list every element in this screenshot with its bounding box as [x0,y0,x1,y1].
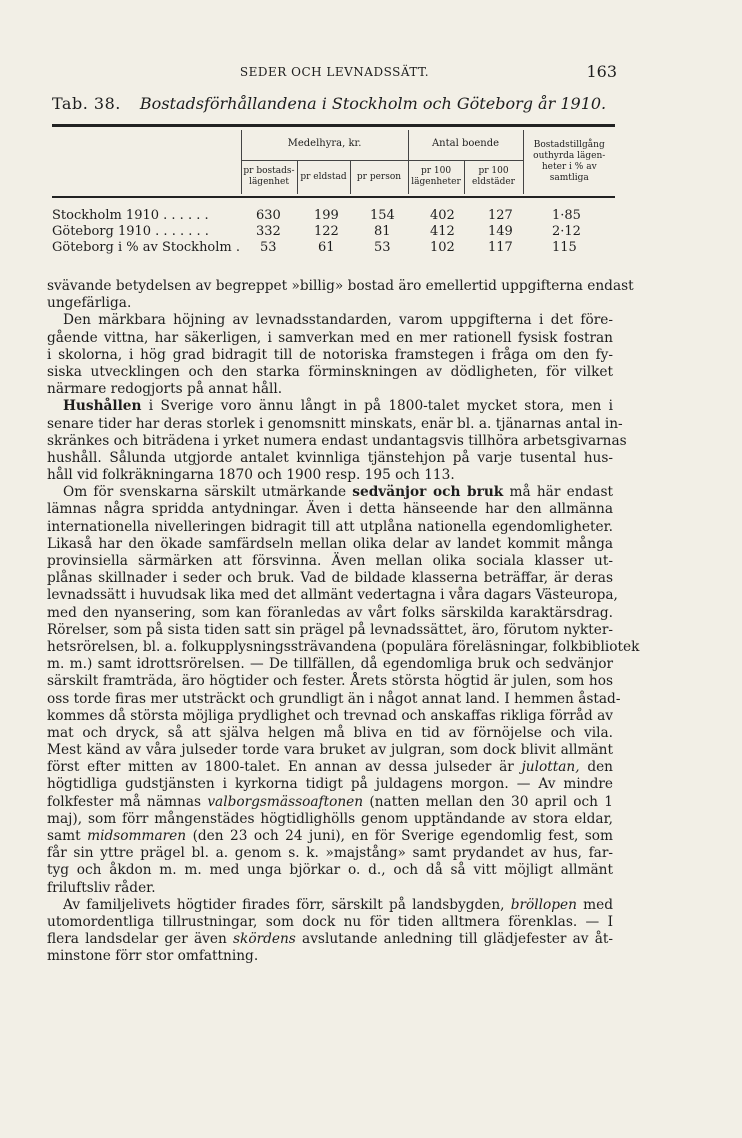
bold-term: sedvänjor och bruk [352,484,504,501]
header-col-res-dwellings: pr 100 lägenheter [408,160,464,194]
cell: 122 [314,224,339,239]
italic-term: midsommaren [87,828,187,844]
italic-term: bröllopen [510,896,577,913]
cell: 102 [430,240,455,255]
text-line: Rörelser, som på sista tiden satt sin prägel på levnadssättet, äro, förutom nykter- [47,621,613,638]
text-run: samt [47,828,81,844]
text-line: lämnas några spridda antydningar. Även i detta hänseende har den allmänna [47,501,613,518]
cell: 53 [260,240,277,255]
cell: 630 [256,208,281,223]
text-line: levnadssätt i huvudsak lika med det allmänt vedertagna i våra dagars Västeuropa, [47,587,618,604]
text-line: siska utvecklingen och den starka förminskningen av dödligheten, för vilket [47,363,613,380]
italic-term: skördens [233,931,296,948]
text-line: ungefärliga. [47,295,132,312]
text-line: mat och dryck, så att själva helgen må bliva en tid av förnöjelse och vila. [47,724,613,741]
italic-term: valborgsmässoaftonen [207,793,364,810]
header-col-rent-dwelling: pr bostads-lägenhet [241,160,297,194]
text-line [47,931,613,948]
text-line: hushåll. Sålunda utgjorde antalet kvinnliga tjänstehjon på varje tusental hus- [47,449,613,466]
text-line: minstone förr stor omfattning. [47,948,259,965]
table-body [52,208,615,256]
text-run: med [583,896,613,913]
cell: 127 [488,208,513,223]
text-run: flera landsdelar ger även [47,931,227,948]
table-header-rule [52,196,615,198]
text-run: Om för svenskarna särskilt utmärkande [63,484,347,501]
text-line [47,398,613,415]
text-line: utomordentliga tillrustningar, som dock nu för tiden alltmera förenklas. — I [47,913,613,930]
cell: 53 [374,240,391,255]
body-text [47,278,640,966]
table-label: Tab. 38. [52,94,121,113]
text-line: högtidliga gudstjänsten i kyrkorna tidigt på juldagens morgon. — Av mindre [47,776,613,793]
italic-term: julottan, [521,759,580,776]
text-run: den [587,759,613,776]
header-col-rent-fireplace: pr eldstad [297,160,350,194]
cell: 402 [430,208,455,223]
text-run: må här endast [509,484,613,501]
text-run: (natten mellan den 30 april och 1 [369,793,613,810]
text-line: Mest känd av våra julseder torde vara bruket av julgran, som dock blivit allmänt [47,742,613,759]
cell: 199 [314,208,339,223]
text-run: folkfester må nämnas [47,793,202,810]
text-line: provinsiella särmärken att försvinna. Även mellan olika sociala klasser ut- [47,553,613,569]
text-run: (den 23 och 24 juni), en för Sverige egendomlig fest, som [192,828,614,844]
text-run: Av familjelivets högtider firades förr, särskilt på landsbygden, [63,896,505,913]
text-run: först efter mitten av 1800-talet. En annan av dessa julseder är [47,759,514,776]
text-line: maj), som förr mångenstädes högtidlighölls genom upptändande av stora eldar, [47,810,613,827]
cell: 332 [256,224,281,239]
table-header [52,130,615,194]
text-line: svävande betydelsen av begreppet »billig» bostad äro emellertid uppgifterna endast [47,278,634,294]
text-line [47,794,613,811]
text-line: gående vittna, har säkerligen, i samverkan med en mer rationell fysisk fostran [47,329,613,346]
text-line: m. m.) samt idrottsrörelsen. — De tillfällen, då egendomliga bruk och sedvänjor [47,656,613,673]
text-line: får sin yttre prägel bl. a. genom s. k. »majstång» samt prydandet av hus, far- [47,845,613,862]
table-top-rule [52,124,615,127]
bold-term: Hushållen [63,398,142,415]
text-line: särskilt framträda, äro högtider och fester. Årets största högtid är julen, som hos [47,673,613,690]
row-label: Göteborg 1910 . . . . . . . [52,224,209,239]
text-line: i skolorna, i hög grad bidragit till de notoriska framstegen i fråga om den fy- [47,346,613,363]
text-line [47,484,613,501]
cell: 412 [430,224,455,239]
text-line: internationella nivelleringen bidragit till att utplåna nationella egendomligheter. [47,518,613,535]
text-line: Den märkbara höjning av levnadsstandarden, varom uppgifterna i det före- [63,312,613,329]
table-row [52,240,615,256]
text-line: plånas skillnader i seder och bruk. Vad de bildade klasserna beträffar, är deras [47,570,613,587]
text-run: i Sverige voro ännu långt in på 1800-talet mycket stora, men i [148,398,613,415]
text-line: närmare redogjorts på annat håll. [47,381,283,398]
header-group-residents: Antal boende [408,130,523,160]
cell: 149 [488,224,513,239]
header-col-res-fireplaces: pr 100 eldstäder [464,160,523,194]
table-caption [52,94,617,113]
header-group-rent: Medelhyra, kr. [241,130,408,160]
text-line: håll vid folkräkningarna 1870 och 1900 resp. 195 och 113. [47,467,455,484]
text-line [47,828,613,845]
text-line: med den nyansering, som kan föranledas av vårt folks särskilda karaktärsdrag. [47,604,613,621]
running-title: SEDER OCH LEVNADSSÄTT. [239,65,430,79]
running-header [52,62,617,82]
text-line [47,897,613,914]
cell: 61 [318,240,335,255]
text-line: friluftsliv råder. [47,879,156,896]
row-label: Stockholm 1910 . . . . . . [52,208,209,223]
header-col-supply: Bostadstillgång outhyrda lägen-heter i % av samtliga [523,130,615,194]
table-row [52,224,615,240]
text-line: Likaså har den ökade samfärdseln mellan olika delar av landet kommit många [47,535,613,552]
cell: 117 [488,240,513,255]
cell: 154 [370,208,395,223]
page-number: 163 [586,62,617,81]
text-line: tyg och åkdon m. m. med unga björkar o. d., och då så vitt möjligt allmänt [47,862,613,879]
cell: 115 [552,240,577,255]
header-blank [52,130,241,194]
text-run: avslutande anledning till glädjefester av åt- [302,931,613,948]
text-line: kommes då största möjliga prydlighet och trevnad och anskaffas rikliga förråd av [47,707,613,724]
text-line: oss torde firas mer utsträckt och grundligt än i något annat land. I hemmen åstad- [47,690,621,707]
text-line [47,759,613,776]
text-line: senare tider har deras storlek i genomsnitt minskats, enär bl. a. tjänarnas antal in- [47,415,623,432]
cell: 81 [374,224,391,239]
text-line: hetsrörelsen, bl. a. folkupplysningssträvandena (populära föreläsningar, folkbibliotek [47,638,640,655]
cell: 1·85 [552,208,581,223]
table-row [52,208,615,224]
header-col-rent-person: pr person [350,160,408,194]
row-label: Göteborg i % av Stockholm . [52,240,241,255]
table-title: Bostadsförhållandena i Stockholm och Göteborg år 1910. [139,94,607,113]
text-line: skränkes och biträdena i yrket numera endast undantagsvis tillhöra arbetsgivarnas [47,432,627,449]
cell: 2·12 [552,224,581,239]
